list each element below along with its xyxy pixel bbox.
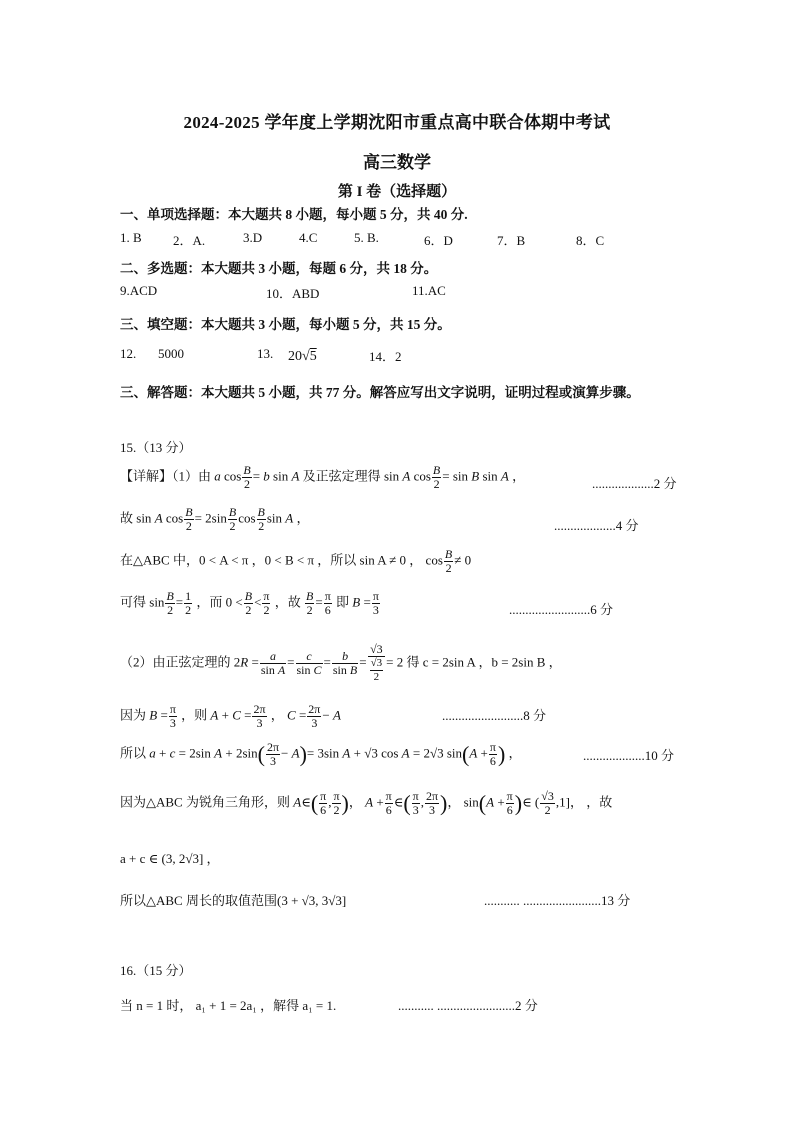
answer-12-num: 12.: [120, 346, 137, 361]
q15-score-13: ........... ........................13 分: [484, 893, 631, 908]
q15-line-1: 【详解】（1）由 a cos $\frac{B}{2}$ = b sin A 及正弦定理得 sin A cos $\frac{B}{2}$ = sin B sin A ，: [120, 463, 526, 491]
section-single-choice: 一、单项选择题：本大题共 8 小题，每小题 5 分，共 40 分.: [120, 207, 468, 222]
q15-score-4: ...................4 分: [554, 518, 639, 533]
q15-score-6: .........................6 分: [509, 602, 614, 617]
q16-line-1: 当 n = 1 时， a₁ + 1 = 2a₁ ，解得 a₁ = 1.: [120, 998, 337, 1013]
answer-8: 8．C: [576, 233, 605, 248]
answer-3: 3.D: [243, 230, 263, 245]
q15-line-5: （2）由正弦定理的 2R = $\frac{a}{\text{sin A}}$ = $\frac{c}{\text{sin C}}$ = $\frac{b}{\text{sin B}}$ = $\frac{√3}{\frac{√3}{2}}$ = 2 得 c = 2sin A ，b = 2sin B ，: [120, 642, 562, 683]
section-solution: 三、解答题：本大题共 5 小题，共 77 分。解答应写出文字说明，证明过程或演算步骤。: [120, 385, 640, 400]
section-multi-choice: 二、多选题：本大题共 3 小题，每题 6 分，共 18 分。: [120, 261, 438, 276]
answer-13-value: 20√5: [288, 349, 317, 364]
answer-7: 7．B: [497, 233, 526, 248]
q16-header: 16.（15 分）: [120, 963, 192, 978]
part-title: 第 I 卷（选择题）: [337, 184, 457, 200]
section-fill-blank: 三、填空题：本大题共 3 小题，每小题 5 分，共 15 分。: [120, 317, 451, 332]
q15-line-7: 所以 a + c = 2sin A + 2sin( $\frac{2\pi}{3}$ − A)= 3sin A + √3 cos A = 2√3 sin(A + $\frac{\pi}{6}$ ) ，: [120, 740, 522, 768]
q15-line-6: 因为 B = $\frac{\pi}{3}$ ，则 A + C = $\frac{2\pi}{3}$ ， C = $\frac{2\pi}{3}$ − A: [120, 702, 341, 730]
subject-title: 高三数学: [363, 153, 431, 172]
q15-line-9: a + c ∈ (3, 2√3] ，: [120, 851, 220, 866]
answer-2: 2．A.: [173, 233, 206, 248]
q15-line-2: 故 sin A cos $\frac{B}{2}$ = 2sin $\frac{B}{2}$ cos $\frac{B}{2}$ sin A ，: [120, 505, 310, 533]
answer-12-value: 5000: [158, 346, 184, 361]
answer-10: 10．ABD: [266, 286, 320, 301]
answer-6: 6．D: [424, 233, 453, 248]
answer-5: 5. B.: [354, 230, 379, 245]
q15-score-8: .........................8 分: [442, 708, 547, 723]
q16-score-2: ........... ........................2 分: [398, 998, 538, 1013]
q15-line-3: 在△ABC 中，0 < A < π ，0 < B < π ，所以 sin A ≠ 0 ， cos $\frac{B}{2}$ ≠ 0: [120, 547, 472, 575]
q15-line-8: 因为△ABC 为锐角三角形，则 A∈( $\frac{\pi}{6}$ , $\frac{\pi}{2}$ )， A + $\frac{\pi}{6}$ ∈( $\frac{\pi}{3}$ , $\frac{2\pi}{3}$ )， sin(A + $\frac{\pi}{6}$ )∈ ( $\frac{√3}{2}$ ,1]， ，故: [120, 789, 613, 817]
answer-4: 4.C: [299, 230, 318, 245]
q15-line-10: 所以△ABC 周长的取值范围(3 + √3, 3√3]: [120, 893, 347, 908]
q15-score-10: ...................10 分: [583, 748, 675, 763]
answer-11: 11.AC: [412, 283, 446, 298]
answer-14: 14．2: [369, 349, 402, 364]
answer-13-num: 13.: [257, 346, 274, 361]
exam-title: 2024-2025 学年度上学期沈阳市重点高中联合体期中考试: [183, 113, 611, 132]
answer-9: 9.ACD: [120, 283, 158, 298]
q15-line-4: 可得 sin $\frac{B}{2}$ = $\frac{1}{2}$ ，而 0 < $\frac{B}{2}$ < $\frac{\pi}{2}$ ，故 $\frac{B}{2}$ = $\frac{\pi}{6}$ 即 B = $\frac{\pi}{3}$: [120, 589, 379, 617]
q15-header: 15.（13 分）: [120, 440, 192, 455]
answer-1: 1. B: [120, 230, 142, 245]
q15-score-2: ...................2 分: [592, 476, 677, 491]
